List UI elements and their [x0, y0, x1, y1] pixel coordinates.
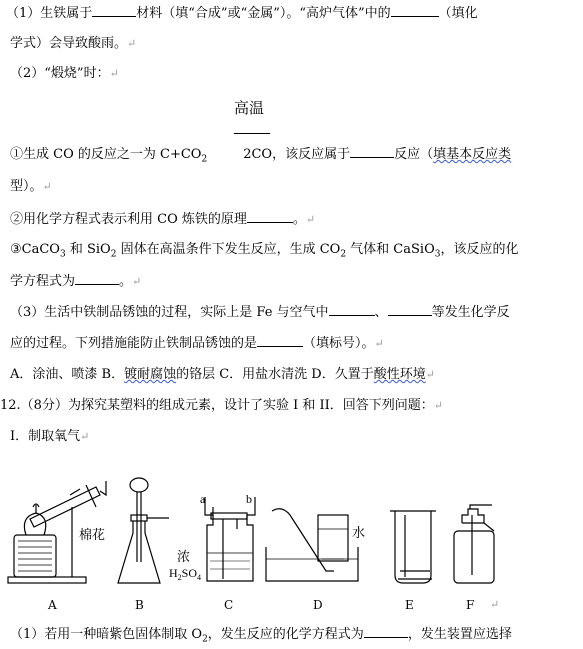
q2-item3-text-c: 固体在高温条件下发生反应，生成 CO [116, 242, 341, 257]
label-e: E [405, 598, 414, 612]
q2-item3-text-a: ③CaCO [10, 242, 60, 257]
acid-sub1: 2 [177, 573, 182, 582]
paragraph-mark: ↵ [425, 368, 435, 381]
answer-blank[interactable] [92, 4, 136, 17]
q1-line2 [10, 35, 136, 53]
q3-text-b: 、 [374, 305, 388, 320]
q12-title-text: 12.（8分）为探究某塑料的组成元素，设计了实验 I 和 II．回答下列问题： [0, 398, 434, 413]
paragraph-mark: ↵ [42, 180, 52, 193]
q2-item1-line2 [10, 178, 52, 196]
answer-blank[interactable] [391, 4, 439, 17]
label-f: F [466, 598, 475, 612]
apparatus-diagram [0, 475, 583, 600]
q1-text-a: （1）生铁属于 [6, 6, 93, 21]
paragraph-mark: ↵ [433, 399, 443, 412]
paragraph-mark: ↵ [80, 430, 90, 443]
apparatus-d [266, 509, 358, 581]
q3-text-a: （3）生活中铁制品锈蚀的过程，实际上是 Fe 与空气中 [10, 305, 329, 320]
q2-item2-text-b: 。 [292, 212, 306, 227]
answer-blank[interactable] [257, 334, 303, 347]
q2-item1-text-a: ①生成 CO 的反应之一为 C+CO [10, 147, 202, 162]
q12-sub1-text-a: （1）若用一种暗紫色固体制取 O [10, 627, 203, 642]
paragraph-mark: ↵ [305, 213, 316, 226]
answer-blank[interactable] [364, 625, 408, 638]
q12-section-text: I．制取氧气 [10, 429, 81, 444]
answer-blank[interactable] [329, 303, 375, 316]
q3-text-c: 等发生化学反 [431, 305, 510, 320]
q2-item2 [10, 210, 315, 229]
acid-sub2: 4 [197, 573, 202, 582]
q2-item1-line2-text: 型）。 [10, 179, 43, 194]
label-d: D [313, 598, 323, 612]
q2-item3-line2-end: 。 [119, 274, 133, 289]
subscript: 2 [202, 634, 208, 645]
answer-blank[interactable] [388, 303, 432, 316]
q3-line2-end: （填标号）。 [303, 336, 375, 351]
q1-line1 [6, 4, 478, 23]
q12-section [10, 428, 89, 446]
q3-options-b: 的铬层 C．用盐水清洗 D．久置于 [176, 367, 374, 382]
q3-options [10, 366, 435, 384]
q2-title [10, 65, 119, 83]
subscript: 2 [340, 249, 347, 260]
subscript: 2 [201, 154, 208, 165]
acid-h: H [169, 566, 178, 580]
subscript: 2 [110, 249, 117, 260]
cotton-label: 棉花 [79, 527, 106, 542]
paragraph-mark: ↵ [132, 275, 142, 288]
q2-item1 [10, 145, 511, 169]
paragraph-mark: ↵ [374, 337, 384, 350]
paragraph-mark: ↵ [127, 37, 137, 50]
subscript: 3 [434, 249, 441, 260]
answer-blank[interactable] [75, 272, 119, 285]
q2-item3 [10, 241, 518, 264]
label-a: A [48, 598, 57, 612]
answer-blank[interactable] [350, 145, 394, 158]
q2-item1-text-b: 2CO，该反应属于 [243, 147, 351, 162]
paragraph-mark: ↵ [490, 598, 500, 611]
q1-text-b: 材料（填“合成”或“金属”）。“高炉气体”中的 [136, 6, 391, 21]
q1-text-c: （填化 [438, 6, 478, 21]
q12-title [0, 397, 443, 415]
water-label: 水 [352, 525, 366, 540]
label-b: B [135, 598, 144, 612]
q12-sub1-text-b: ，发生反应的化学方程式为 [207, 627, 364, 642]
q12-sub1-text-c: ，发生装置应选择 [407, 627, 512, 642]
port-b-label: b [246, 492, 252, 506]
acid-label [169, 566, 201, 582]
q3-line1 [10, 303, 510, 322]
q2-item2-text-a: ②用化学方程式表示利用 CO 炼铁的原理 [10, 212, 247, 227]
apparatus-e [390, 511, 436, 583]
q3-options-a: A．涂油、喷漆 B． [10, 367, 125, 382]
q2-item3-text-d: 气体和 CaSiO [346, 242, 435, 257]
apparatus-f [454, 505, 494, 583]
conc-label: 浓 [177, 549, 191, 564]
apparatus-c [205, 497, 255, 581]
q2-item3-text-b: 和 SiO [65, 242, 111, 257]
answer-blank[interactable] [247, 210, 293, 223]
q3-options-wavy2: 酸性环境 [373, 367, 426, 382]
q12-sub1 [10, 625, 512, 649]
port-a-label: a [200, 492, 206, 506]
q2-item1-wavy: 填基本反应类 [433, 147, 512, 162]
reaction-condition: 高温 [234, 99, 265, 117]
q2-item3-text-e: ，该反应的化 [440, 242, 519, 257]
acid-so: SO [181, 566, 198, 580]
label-c: C [224, 598, 234, 612]
q3-options-wavy: 镀耐腐蚀 [124, 367, 177, 382]
q2-item1-text-c: 反应（ [394, 147, 434, 162]
q1-text-line2: 学式）会导致酸雨。 [10, 36, 128, 51]
q3-line2 [10, 334, 384, 353]
q2-item3-line2-text: 学方程式为 [10, 274, 76, 289]
q2-title-text: （2）“煅烧”时： [10, 66, 110, 81]
paragraph-mark: ↵ [109, 67, 119, 80]
q2-item3-line2 [10, 272, 141, 291]
apparatus-b [118, 478, 169, 583]
q3-line2-text: 应的过程。下列措施能防止铁制品锈蚀的是 [10, 336, 258, 351]
reaction-arrow-line [234, 133, 270, 134]
subscript: 3 [59, 249, 66, 260]
